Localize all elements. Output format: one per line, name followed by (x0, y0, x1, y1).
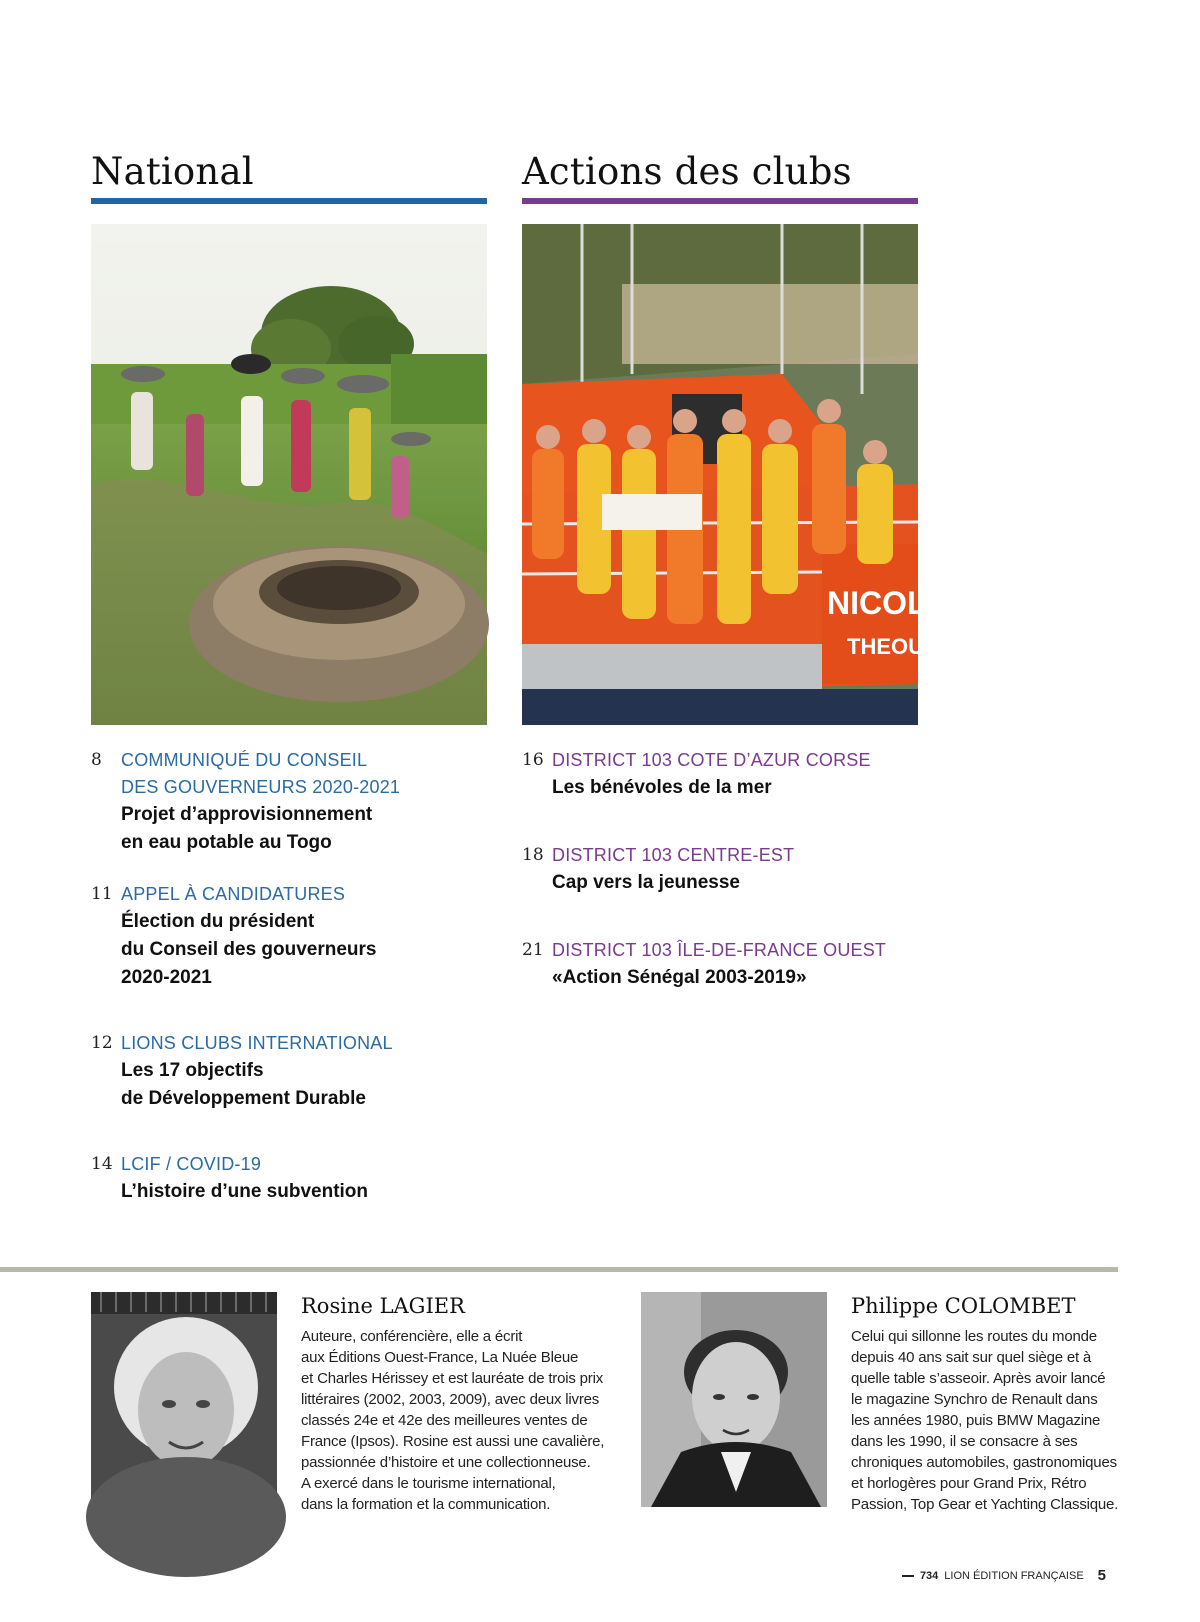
clubs-section (522, 150, 948, 988)
bio-line: Auteure, conférencière, elle a écrit (301, 1328, 523, 1345)
publication-name: LION ÉDITION FRANÇAISE (944, 1569, 1084, 1582)
footer-dash (902, 1575, 914, 1577)
bio-line: France (Ipsos). Rosine est aussi une cavalière, (301, 1433, 605, 1450)
bio-line: dans les 1990, il se consacre à ses (851, 1433, 1078, 1450)
bio-line: Celui qui sillonne les routes du monde (851, 1328, 1097, 1345)
contributor-text (301, 1292, 621, 1515)
toc-title: Cap vers la jeunesse (552, 872, 740, 893)
national-section (91, 150, 487, 1202)
boat-name-text: NICOLE (827, 585, 948, 621)
toc-title: «Action Sénégal 2003-2019» (552, 967, 807, 988)
bio-line: aux Éditions Ouest-France, La Nuée Bleue (301, 1349, 579, 1366)
toc-item[interactable] (522, 842, 942, 897)
bio-line: depuis 40 ans sait sur quel siège et à (851, 1349, 1092, 1366)
boat-name-text-2: THEOU (847, 634, 924, 659)
toc-page-number: 16 (522, 750, 544, 770)
clubs-photo-illustration (522, 224, 948, 725)
toc-title: Les bénévoles de la mer (552, 777, 772, 798)
toc-page-number: 11 (91, 884, 113, 904)
bio-line: A exercé dans le tourisme international, (301, 1475, 556, 1492)
bio-line: dans la formation et la communication. (301, 1496, 551, 1513)
toc-page-number: 14 (91, 1154, 113, 1174)
bio-line: littéraires (2002, 2003, 2009), avec deux livres (301, 1391, 600, 1408)
bio-line: passionnée d’histoire et une collectionneuse. (301, 1454, 591, 1471)
toc-category: DISTRICT 103 ÎLE-DE-FRANCE OUEST (552, 940, 887, 960)
toc-title: Élection du président du Conseil des gouverneurs 2020-2021 (121, 911, 377, 988)
contributor-name: Philippe COLOMBET (851, 1294, 1076, 1318)
bio-line: les années 1980, puis BMW Magazine (851, 1412, 1101, 1429)
portrait-illustration (91, 1292, 277, 1507)
bio-line: classés 24e et 42e des meilleures ventes de (301, 1412, 588, 1429)
toc-page-number: 18 (522, 845, 544, 865)
page-number: 5 (1097, 1567, 1106, 1584)
national-photo-water-well (91, 224, 487, 725)
clubs-heading: Actions des clubs (522, 150, 852, 193)
toc-item[interactable] (91, 747, 511, 857)
toc-category: LCIF / COVID-19 (121, 1154, 262, 1174)
bio-line: quelle table s’asseoir. Après avoir lancé (851, 1370, 1106, 1387)
national-heading-rule (91, 198, 487, 204)
toc-item[interactable] (91, 1030, 511, 1113)
page-footer (902, 1567, 1106, 1584)
national-heading: National (91, 150, 254, 193)
national-toc (91, 747, 511, 1206)
issue-number: 734 (919, 1569, 939, 1582)
bio-line: et Charles Hérissey et est lauréate de trois prix (301, 1370, 603, 1387)
toc-page-number: 21 (522, 940, 544, 960)
toc-page-number: 8 (91, 750, 102, 770)
toc-title: L’histoire d’une subvention (121, 1181, 369, 1202)
toc-item[interactable] (522, 937, 942, 992)
national-photo-illustration (91, 224, 487, 725)
portrait-illustration (641, 1292, 827, 1507)
toc-page-number: 12 (91, 1033, 113, 1053)
toc-item[interactable] (522, 747, 942, 802)
toc-title: Les 17 objectifs de Développement Durable (121, 1060, 366, 1109)
contributors-divider (0, 1267, 1118, 1272)
toc-item[interactable] (91, 881, 511, 992)
clubs-photo-lifeboat (522, 224, 948, 725)
contributor-bio (851, 1326, 1171, 1515)
clubs-toc (522, 747, 942, 992)
toc-category: DISTRICT 103 CENTRE-EST (552, 845, 795, 865)
bio-line: chroniques automobiles, gastronomiques (851, 1454, 1117, 1471)
contributor-portrait (91, 1292, 277, 1507)
bio-line: Passion, Top Gear et Yachting Classique. (851, 1496, 1119, 1513)
contributor-portrait (641, 1292, 827, 1507)
bio-line: et horlogères pour Grand Prix, Rétro (851, 1475, 1087, 1492)
contributor-text (851, 1292, 1171, 1515)
toc-title: Projet d’approvisionnement en eau potable au Togo (121, 804, 373, 853)
bio-line: le magazine Synchro de Renault dans (851, 1391, 1098, 1408)
contributor-name: Rosine LAGIER (301, 1294, 465, 1318)
toc-category: COMMUNIQUÉ DU CONSEIL DES GOUVERNEURS 2020-2021 (121, 750, 401, 797)
toc-category: LIONS CLUBS INTERNATIONAL (121, 1033, 393, 1053)
toc-item[interactable] (91, 1151, 511, 1206)
clubs-heading-rule (522, 198, 918, 204)
toc-category: APPEL À CANDIDATURES (121, 884, 346, 904)
contributor-bio (301, 1326, 621, 1515)
toc-category: DISTRICT 103 COTE D’AZUR CORSE (552, 750, 871, 770)
